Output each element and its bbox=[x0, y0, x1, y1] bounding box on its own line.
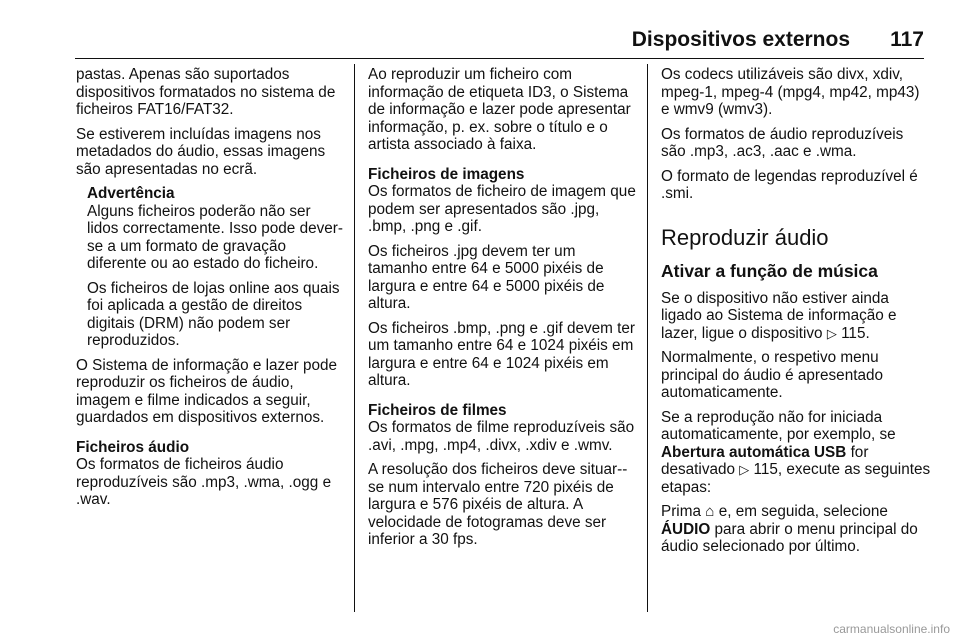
page-ref-arrow-icon: ▷ bbox=[739, 462, 750, 477]
page-header bbox=[0, 22, 960, 62]
paragraph: O formato de legendas reproduzível é .smi. bbox=[661, 167, 918, 202]
warning-note bbox=[87, 185, 344, 350]
subheading-image-files: Ficheiros de imagens bbox=[368, 165, 525, 183]
page-number: 117 bbox=[890, 28, 924, 51]
note-title: Advertência bbox=[87, 185, 175, 202]
column-divider bbox=[354, 64, 355, 612]
paragraph bbox=[661, 290, 931, 343]
column-divider bbox=[647, 64, 648, 612]
paragraph: Normalmente, o respetivo menu principal do áudio é apresentado automaticamente. bbox=[661, 349, 883, 401]
paragraph: Ao reproduzir um ficheiro com informação de etiqueta ID3, o Sistema de informação e lazer pode apresentar informação, p. ex. sobre o título e o artista associado à faixa. bbox=[368, 66, 631, 153]
paragraph bbox=[661, 503, 931, 556]
text-span: para abrir o menu principal do áudio selecionado por último. bbox=[661, 520, 918, 555]
text-span: 115. bbox=[841, 324, 870, 342]
column-1 bbox=[76, 66, 344, 516]
text-span: Prima bbox=[661, 503, 701, 520]
paragraph: O Sistema de informação e lazer pode reproduzir os ficheiros de áudio, imagem e filme indicados a seguir, guardados em dispositivos externos. bbox=[76, 356, 338, 426]
subheading-movie-files: Ficheiros de filmes bbox=[368, 401, 507, 419]
column-2 bbox=[368, 66, 638, 556]
paragraph: Os ficheiros .jpg devem ter um tamanho entre 64 e 5000 pixéis de largura e entre 64 e 5000 pixéis de altura. bbox=[368, 242, 605, 312]
paragraph: A resolução dos ficheiros deve situar--se num intervalo entre 720 pixéis de largura e 576 pixéis de altura. A velocidade de fotogramas deve ser inferior a 30 fps. bbox=[368, 461, 628, 548]
note-paragraph: Alguns ficheiros poderão não ser lidos correctamente. Isso pode dever-se a um formato de gravação diferente ou ao estado do ficheiro. bbox=[87, 202, 343, 272]
paragraph: Os formatos de ficheiros áudio reproduzíveis são .mp3, .wma, .ogg e .wav. bbox=[76, 456, 332, 508]
paragraph: Os ficheiros .bmp, .png e .gif devem ter um tamanho entre 64 e 1024 pixéis em largura e entre 64 e 1024 pixéis em altura. bbox=[368, 319, 635, 389]
paragraph: pastas. Apenas são suportados dispositivos formatados no sistema de ficheiros FAT16/FAT32. bbox=[76, 66, 336, 118]
paragraph: Os codecs utilizáveis são divx, xdiv, mpeg-1, mpeg-4 (mpg4, mp42, mp43) e wmv9 (wmv3). bbox=[661, 66, 920, 118]
watermark: carmanualsonline.info bbox=[833, 622, 950, 636]
paragraph bbox=[661, 409, 931, 497]
note-paragraph: Os ficheiros de lojas online aos quais foi aplicada a gestão de direitos digitais (DRM) não podem ser reproduzidos. bbox=[87, 279, 340, 349]
text-span: for desativado bbox=[661, 443, 869, 478]
text-span: e, em seguida, selecione bbox=[718, 503, 888, 520]
header-rule bbox=[75, 58, 924, 59]
page-ref-arrow-icon: ▷ bbox=[826, 325, 837, 341]
header-title: Dispositivos externos bbox=[631, 28, 850, 51]
column-3 bbox=[661, 66, 931, 563]
text-span: Se o dispositivo não estiver ainda ligado ao Sistema de informação e lazer, ligue o dispositivo bbox=[661, 289, 897, 342]
text-span: 115, execute as seguintes etapas: bbox=[661, 461, 931, 496]
paragraph: Os formatos de áudio reproduzíveis são .mp3, .ac3, .aac e .wma. bbox=[661, 125, 904, 160]
section-title: Reproduzir áudio bbox=[661, 224, 829, 250]
home-icon: ⌂ bbox=[705, 503, 715, 520]
paragraph: Os formatos de filme reproduzíveis são .avi, .mpg, .mp4, .divx, .xdiv e .wmv. bbox=[368, 419, 635, 454]
subsection-title: Ativar a função de música bbox=[661, 260, 878, 281]
menu-option-audio: ÁUDIO bbox=[661, 520, 711, 538]
setting-name: Abertura automática USB bbox=[661, 443, 847, 461]
text-span: Se a reprodução não for iniciada automaticamente, por exemplo, se bbox=[661, 408, 896, 443]
paragraph: Os formatos de ficheiro de imagem que podem ser apresentados são .jpg, .bmp, .png e .gif. bbox=[368, 183, 636, 235]
paragraph: Se estiverem incluídas imagens nos metadados do áudio, essas imagens são apresentadas no ecrã. bbox=[76, 125, 326, 178]
subheading-audio-files: Ficheiros áudio bbox=[76, 438, 190, 456]
